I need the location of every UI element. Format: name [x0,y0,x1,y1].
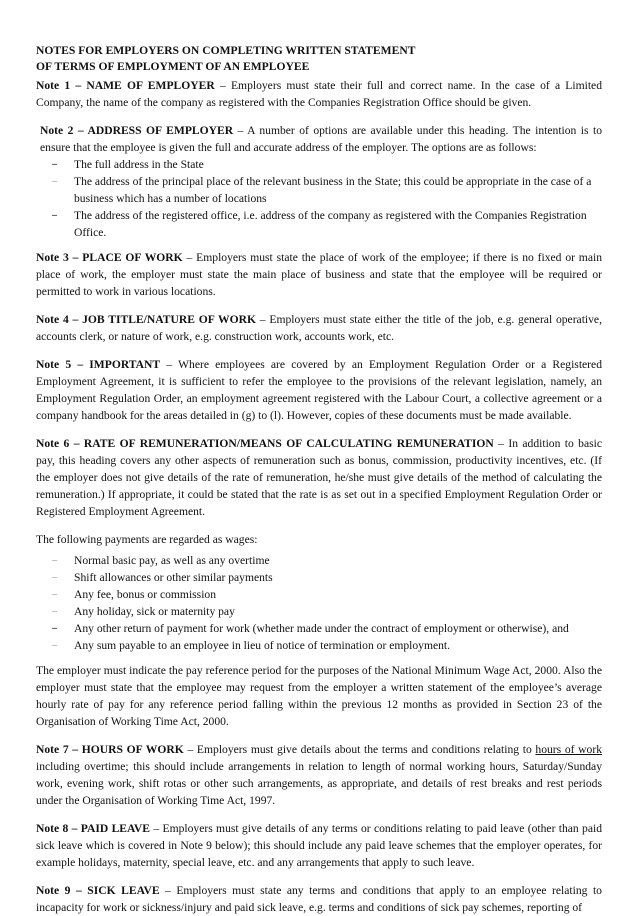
list-item: – The address of the principal place of the relevant business in the State; this could be appropriate in the case of a business which has a number of locations [52,175,592,205]
note-1-text: – Employers must state their full and correct name. In the case of a Limited Company, the name of the company as registered with the Companies Registration Office should be given. [36,79,602,109]
list-item: – Normal basic pay, as well as any overtime [52,554,270,567]
wages-intro: The following payments are regarded as wages: [36,533,258,546]
note-6 [36,435,602,520]
list-item: – Any holiday, sick or maternity pay [52,605,235,618]
note-4-label: Note 4 – JOB TITLE/NATURE OF WORK [36,313,257,326]
pay-reference-paragraph: The employer must indicate the pay reference period for the purposes of the National Minimum Wage Act, 2000. Also the employer must state that the employee may request from the employer a written statement of the employee’s average hourly rate of pay for any reference period falling within the previous 12 months as provided in Section 23 of the Organisation of Working Time Act, 2000. [36,664,602,728]
note-4-text: – Employers must state either the title of the job, e.g. general operative, accounts clerk, or nature of work, e.g. construction work, accounts work, etc. [36,313,602,343]
note-5-label: Note 5 – IMPORTANT [36,358,161,371]
bullet-icon: – [52,176,57,187]
note-5-text: – Where employees are covered by an Employment Regulation Order or a Registered Employment Agreement, it is sufficient to refer the employee to the provisions of the relevant legislation, namely, an Employment Regulation Order, an employment agreement registered with the Labour Court, a collective agreement or a company handbook for the areas detailed in (g) to (l). However, copies of these documents must be made available. [36,358,602,422]
note-7-text-after: including overtime; this should include arrangements in relation to length of normal working hours, Saturday/Sunday work, evening work, shift rotas or other such arrangements, as appropriate, and details of rest breaks and rest periods under the Organisation of Working Time Act, 1997. [36,760,602,807]
list-item: – The full address in the State [52,158,204,171]
note-3-text: – Employers must state the place of work of the employee; if there is no fixed or main place of work, the employer must state the main place of business and state that the employee will be required or permitted to work in various locations. [36,251,602,298]
bullet-icon: – [52,210,57,221]
note-2-label: Note 2 – ADDRESS OF EMPLOYER [40,124,234,137]
title-line-2: OF TERMS OF EMPLOYMENT OF AN EMPLOYEE [36,60,310,73]
note-9-label: Note 9 – SICK LEAVE [36,884,160,897]
note-7-label: Note 7 – HOURS OF WORK [36,743,184,756]
bullet-icon: – [52,572,57,583]
note-3-label: Note 3 – PLACE OF WORK [36,251,183,264]
note-2-text: – A number of options are available under this heading. The intention is to ensure that the employee is given the full and accurate address of the employer. The options are as follows: [40,124,602,154]
title-line-1: NOTES FOR EMPLOYERS ON COMPLETING WRITTEN STATEMENT [36,44,416,57]
note-8-text: – Employers must give details of any terms or conditions relating to paid leave (other than paid sick leave which is covered in Note 9 below); this should include any paid leave schemes that the employer operates, for example holidays, maternity, special leave, etc. and any arrangements that apply to such leave. [36,822,603,869]
note-1-label: Note 1 – NAME OF EMPLOYER [36,79,215,92]
address-options-list [36,156,602,241]
note-6-label: Note 6 – RATE OF REMUNERATION/MEANS OF CALCULATING REMUNERATION [36,437,494,450]
note-9-text: – Employers must state any terms and conditions that apply to an employee relating to incapacity for work or sickness/injury and paid sick leave, e.g. terms and conditions of sick pay schemes, reporting of [36,884,602,914]
bullet-icon: – [52,606,57,617]
hours-of-work-link[interactable]: hours of work [535,743,602,756]
document-title [36,43,602,75]
note-6-text: – In addition to basic pay, this heading covers any other aspects of remuneration such as bonus, commission, productivity incentives, etc. (If the employer does not give details of the rate of remuneration, he/she must give details of the method of calculating the remuneration.) If appropriate, it could be stated that the rate is as set out in a specified Employment Regulation Order or Registered Employment Agreement. [36,437,602,518]
note-5 [36,356,602,424]
note-3 [36,249,602,300]
bullet-icon: – [52,640,57,651]
bullet-icon: – [52,555,57,566]
list-item: – Any other return of payment for work (whether made under the contract of employment or otherwise), and [52,622,569,635]
list-item: – The address of the registered office, i.e. address of the company as registered with the Companies Registration Office. [52,209,587,239]
note-1 [36,77,602,111]
note-7-text-before: – Employers must give details about the terms and conditions relating to [183,743,536,756]
list-item: – Any fee, bonus or commission [52,588,217,601]
note-9 [36,882,602,916]
note-7 [36,741,602,809]
bullet-icon: – [52,589,57,600]
wages-list [36,552,602,654]
list-item: – Any sum payable to an employee in lieu of notice of termination or employment. [52,639,451,652]
note-2 [36,122,602,156]
note-4 [36,311,602,345]
note-8 [36,820,602,871]
note-8-label: Note 8 – PAID LEAVE [36,822,151,835]
bullet-icon: – [52,159,57,170]
list-item: – Shift allowances or other similar payments [52,571,273,584]
bullet-icon: – [52,623,57,634]
